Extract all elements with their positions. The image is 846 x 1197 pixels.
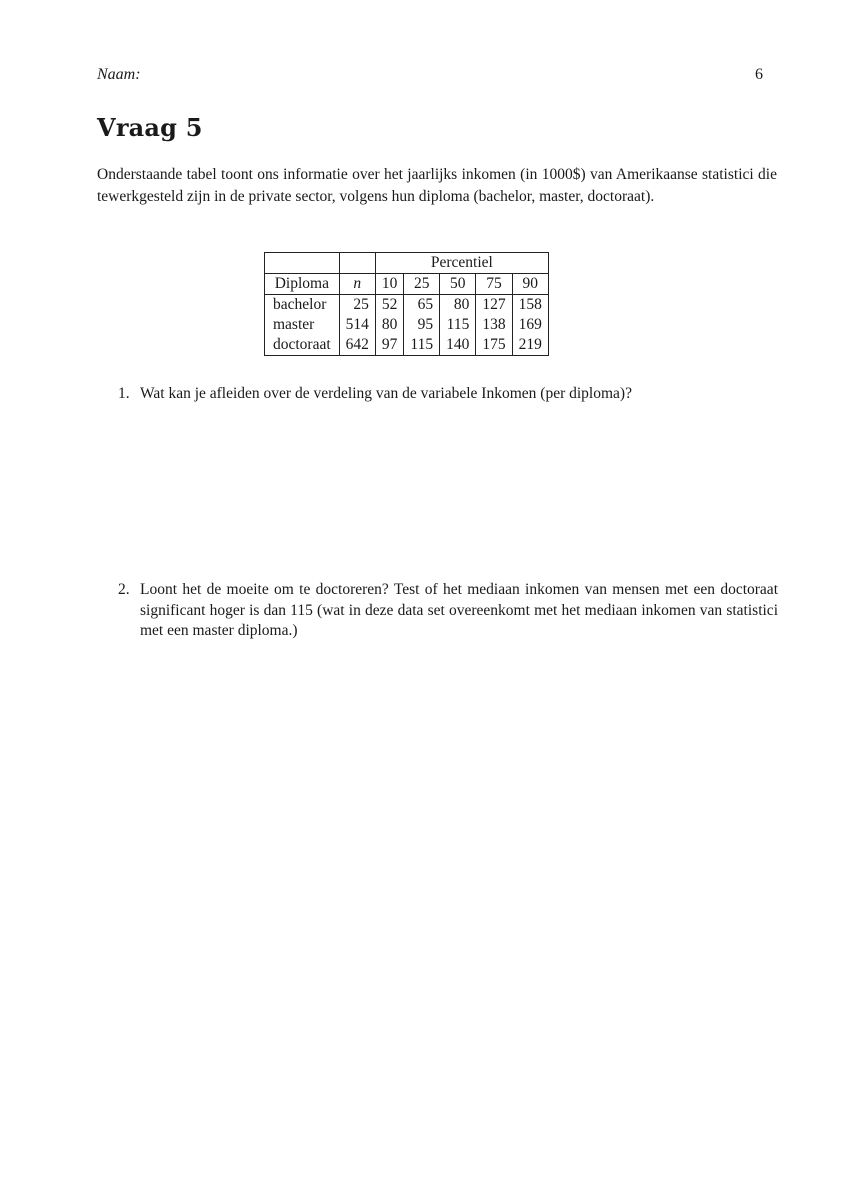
subquestion-text: Wat kan je afleiden over de verdeling van de variabele Inkomen (per diploma)?: [140, 385, 632, 402]
table-cell: 115: [440, 315, 476, 335]
subquestion-number: 1.: [118, 385, 130, 402]
subquestion-1: [118, 384, 778, 405]
name-label: Naam:: [97, 66, 141, 83]
table-cell: 97: [375, 335, 404, 356]
column-header-p25: 25: [404, 274, 440, 295]
column-header-diploma: Diploma: [265, 274, 340, 295]
table-cell: 65: [404, 295, 440, 316]
subquestion-number: 2.: [118, 581, 130, 598]
table-cell: 25: [339, 295, 375, 316]
table-empty-cell: [265, 253, 340, 274]
row-label: doctoraat: [265, 335, 340, 356]
table-row: [265, 335, 549, 356]
table-cell: 169: [512, 315, 548, 335]
table-cell: 127: [476, 295, 512, 316]
subquestion-text: Loont het de moeite om te doctoreren? Test of het mediaan inkomen van mensen met een doctoraat significant hoger is dan 115 (wat in deze data set overeenkomt met het mediaan inkomen van statistici met een master diploma.): [140, 581, 778, 639]
question-title: Vraag 5: [97, 113, 203, 142]
subquestion-2: [118, 580, 778, 642]
column-header-p90: 90: [512, 274, 548, 295]
table-cell: 138: [476, 315, 512, 335]
column-header-n: n: [339, 274, 375, 295]
question-intro: Onderstaande tabel toont ons informatie over het jaarlijks inkomen (in 1000$) van Amerikaanse statistici die tewerkgesteld zijn in de private sector, volgens hun diploma (bachelor, master, doctoraat).: [97, 166, 777, 205]
table-cell: 175: [476, 335, 512, 356]
table-row: [265, 315, 549, 335]
table-empty-cell: [339, 253, 375, 274]
table-cell: 52: [375, 295, 404, 316]
column-header-p10: 10: [375, 274, 404, 295]
table-cell: 95: [404, 315, 440, 335]
column-header-p75: 75: [476, 274, 512, 295]
table-cell: 158: [512, 295, 548, 316]
table-cell: 514: [339, 315, 375, 335]
table-header-row: [265, 274, 549, 295]
table-row: [265, 295, 549, 316]
row-label: bachelor: [265, 295, 340, 316]
table-cell: 80: [375, 315, 404, 335]
page-number: 6: [755, 66, 763, 83]
table-cell: 219: [512, 335, 548, 356]
income-table-container: [264, 252, 549, 356]
table-group-header-row: [265, 253, 549, 274]
column-header-p50: 50: [440, 274, 476, 295]
percentile-group-header: Percentiel: [375, 253, 548, 274]
income-percentile-table: [264, 252, 549, 356]
table-cell: 115: [404, 335, 440, 356]
row-label: master: [265, 315, 340, 335]
table-cell: 642: [339, 335, 375, 356]
table-cell: 80: [440, 295, 476, 316]
table-cell: 140: [440, 335, 476, 356]
